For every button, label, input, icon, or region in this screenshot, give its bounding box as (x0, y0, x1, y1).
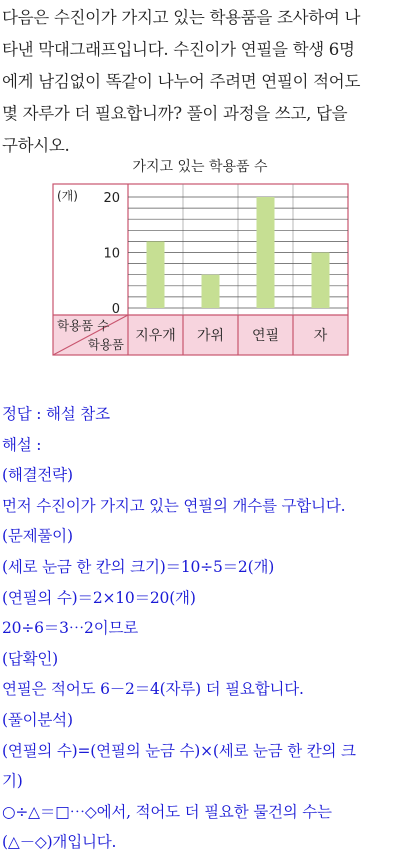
problem-line: 구하시오. (2, 136, 70, 155)
bar-가위 (202, 275, 220, 308)
category-label: 지우개 (135, 328, 176, 344)
solution-line: 기) (2, 772, 23, 791)
solution-line: (△－◇)개입니다. (2, 833, 117, 852)
bar-연필 (257, 197, 275, 308)
solution-line: 해설 : (2, 435, 42, 454)
problem-line: 타낸 막대그래프입니다. 수진이가 연필을 학생 6명 (2, 40, 355, 59)
header-bottom-label: 학용품 (87, 337, 124, 352)
chart-title: 가지고 있는 학용품 수 (132, 159, 268, 175)
problem-line: 에게 남김없이 똑같이 나누어 주려면 연필이 적어도 (2, 72, 361, 91)
category-label: 자 (313, 328, 328, 344)
problem-line: 다음은 수진이가 가지고 있는 학용품을 조사하여 나 (2, 8, 361, 27)
solution-line: (풀이분석) (2, 710, 73, 729)
unit-label: (개) (57, 189, 78, 203)
solution-line: (답확인) (2, 649, 59, 668)
solution-line: (연필의 수)=(연필의 눈금 수)×(세로 눈금 한 칸의 크 (2, 741, 356, 760)
solution-line: 연필은 적어도 6－2＝4(자루) 더 필요합니다. (2, 680, 304, 699)
solution-line: ○÷△＝□⋯◇에서, 적어도 더 필요한 물건의 수는 (2, 802, 332, 821)
solution-line: 먼저 수진이가 가지고 있는 연필의 개수를 구합니다. (2, 496, 346, 515)
solution-line: (해결전략) (2, 466, 73, 485)
solution-line: (문제풀이) (2, 527, 73, 546)
problem-line: 몇 자루가 더 필요합니까? 풀이 과정을 쓰고, 답을 (2, 104, 348, 123)
header-top-label: 학용품 수 (57, 318, 110, 333)
y-tick-label: 20 (103, 191, 120, 206)
bar-지우개 (147, 241, 165, 308)
solution-line: (연필의 수)＝2×10＝20(개) (2, 588, 196, 607)
solution-text (2, 399, 398, 858)
y-tick-label: 0 (111, 302, 120, 317)
category-label: 가위 (196, 328, 225, 344)
category-label: 연필 (251, 328, 280, 344)
y-tick-label: 10 (103, 246, 120, 262)
solution-line: 정답 : 해설 참조 (2, 405, 110, 423)
bar-자 (312, 253, 330, 309)
solution-line: 20÷6＝3⋯2이므로 (2, 619, 139, 638)
solution-line: (세로 눈금 한 칸의 크기)＝10÷5＝2(개) (2, 557, 275, 576)
bar-chart (0, 0, 400, 400)
